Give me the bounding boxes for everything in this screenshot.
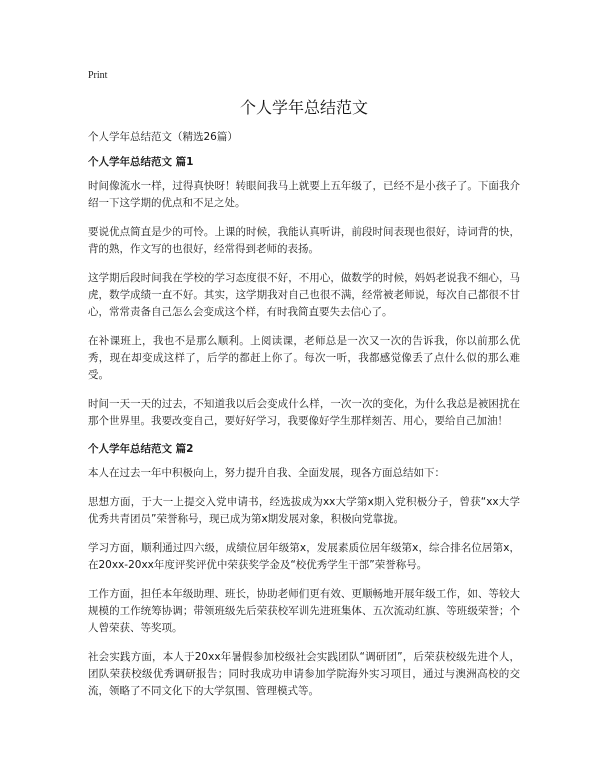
paragraph: 在补课班上，我也不是那么顺利。上阅读课，老师总是一次又一次的告诉我，你以前那么优秀，现在却变成这样了，后学的都赶上你了。每次一听，我都感觉像丢了点什么似的那么难受。 [88, 335, 520, 381]
paragraph: 这学期后段时间我在学校的学习态度很不好，不用心，做数学的时候，妈妈老说我不细心，马虎，数学成绩一直不好。其实，这学期我对自己也很不满，经常被老师说，每次自己都很不甘心，常常责备自己怎么会变成这个样，有时我简直要失去信心了。 [88, 272, 520, 318]
print-link[interactable]: Print [88, 70, 108, 81]
section-1 [88, 155, 520, 430]
section-heading: 个人学年总结范文 篇2 [88, 443, 194, 455]
section-heading: 个人学年总结范文 篇1 [88, 156, 194, 168]
page-title: 个人学年总结范文 [239, 98, 368, 117]
paragraph: 学习方面，顺利通过四六级，成绩位居年级第x，发展素质位居年级第x，综合排名位居第x，在20xx-20xx年度评奖评优中荣获奖学金及“校优秀学生干部”荣誉称号。 [88, 542, 520, 571]
paragraph: 要说优点简直是少的可怜。上课的时候，我能认真听讲，前段时间表现也很好，诗词背的快，背的熟，作文写的也很好，经常得到老师的表扬。 [88, 226, 520, 255]
paragraph: 本人在过去一年中积极向上，努力提升自我、全面发展，现各方面总结如下： [88, 467, 445, 479]
paragraph: 时间一天一天的过去，不知道我以后会变成什么样，一次一次的变化，为什么我总是被困扰在那个世界里。我要改变自己，要好好学习，我要像好学生那样刻苦、用心，要给自己加油！ [88, 398, 520, 427]
paragraph: 工作方面，担任本年级助理、班长，协助老师们更有效、更顺畅地开展年级工作，如、等较大规模的工作统筹协调；带领班级先后荣获校军训先进班集体、五次流动红旗、等班级荣誉；个人曾荣获、等奖项。 [88, 588, 520, 634]
paragraph: 思想方面，于大一上提交入党申请书，经选拔成为xx大学第x期入党积极分子，曾获“xx大学优秀共青团员”荣誉称号，现已成为第x期发展对象，积极向党靠拢。 [88, 496, 520, 525]
document-page [88, 70, 520, 712]
document-subtitle: 个人学年总结范文（精选26篇） [88, 131, 238, 143]
section-2 [88, 442, 520, 700]
paragraph: 时间像流水一样，过得真快呀！转眼间我马上就要上五年级了，已经不是小孩子了。下面我介绍一下这学期的优点和不足之处。 [88, 180, 520, 209]
paragraph: 社会实践方面，本人于20xx年暑假参加校级社会实践团队“调研团”，后荣获校级先进个人，团队荣获校级优秀调研报告；同时我成功申请参加学院海外实习项目，通过与澳洲高校的交流，领略了不同文化下的大学氛围、管理模式等。 [88, 651, 520, 697]
